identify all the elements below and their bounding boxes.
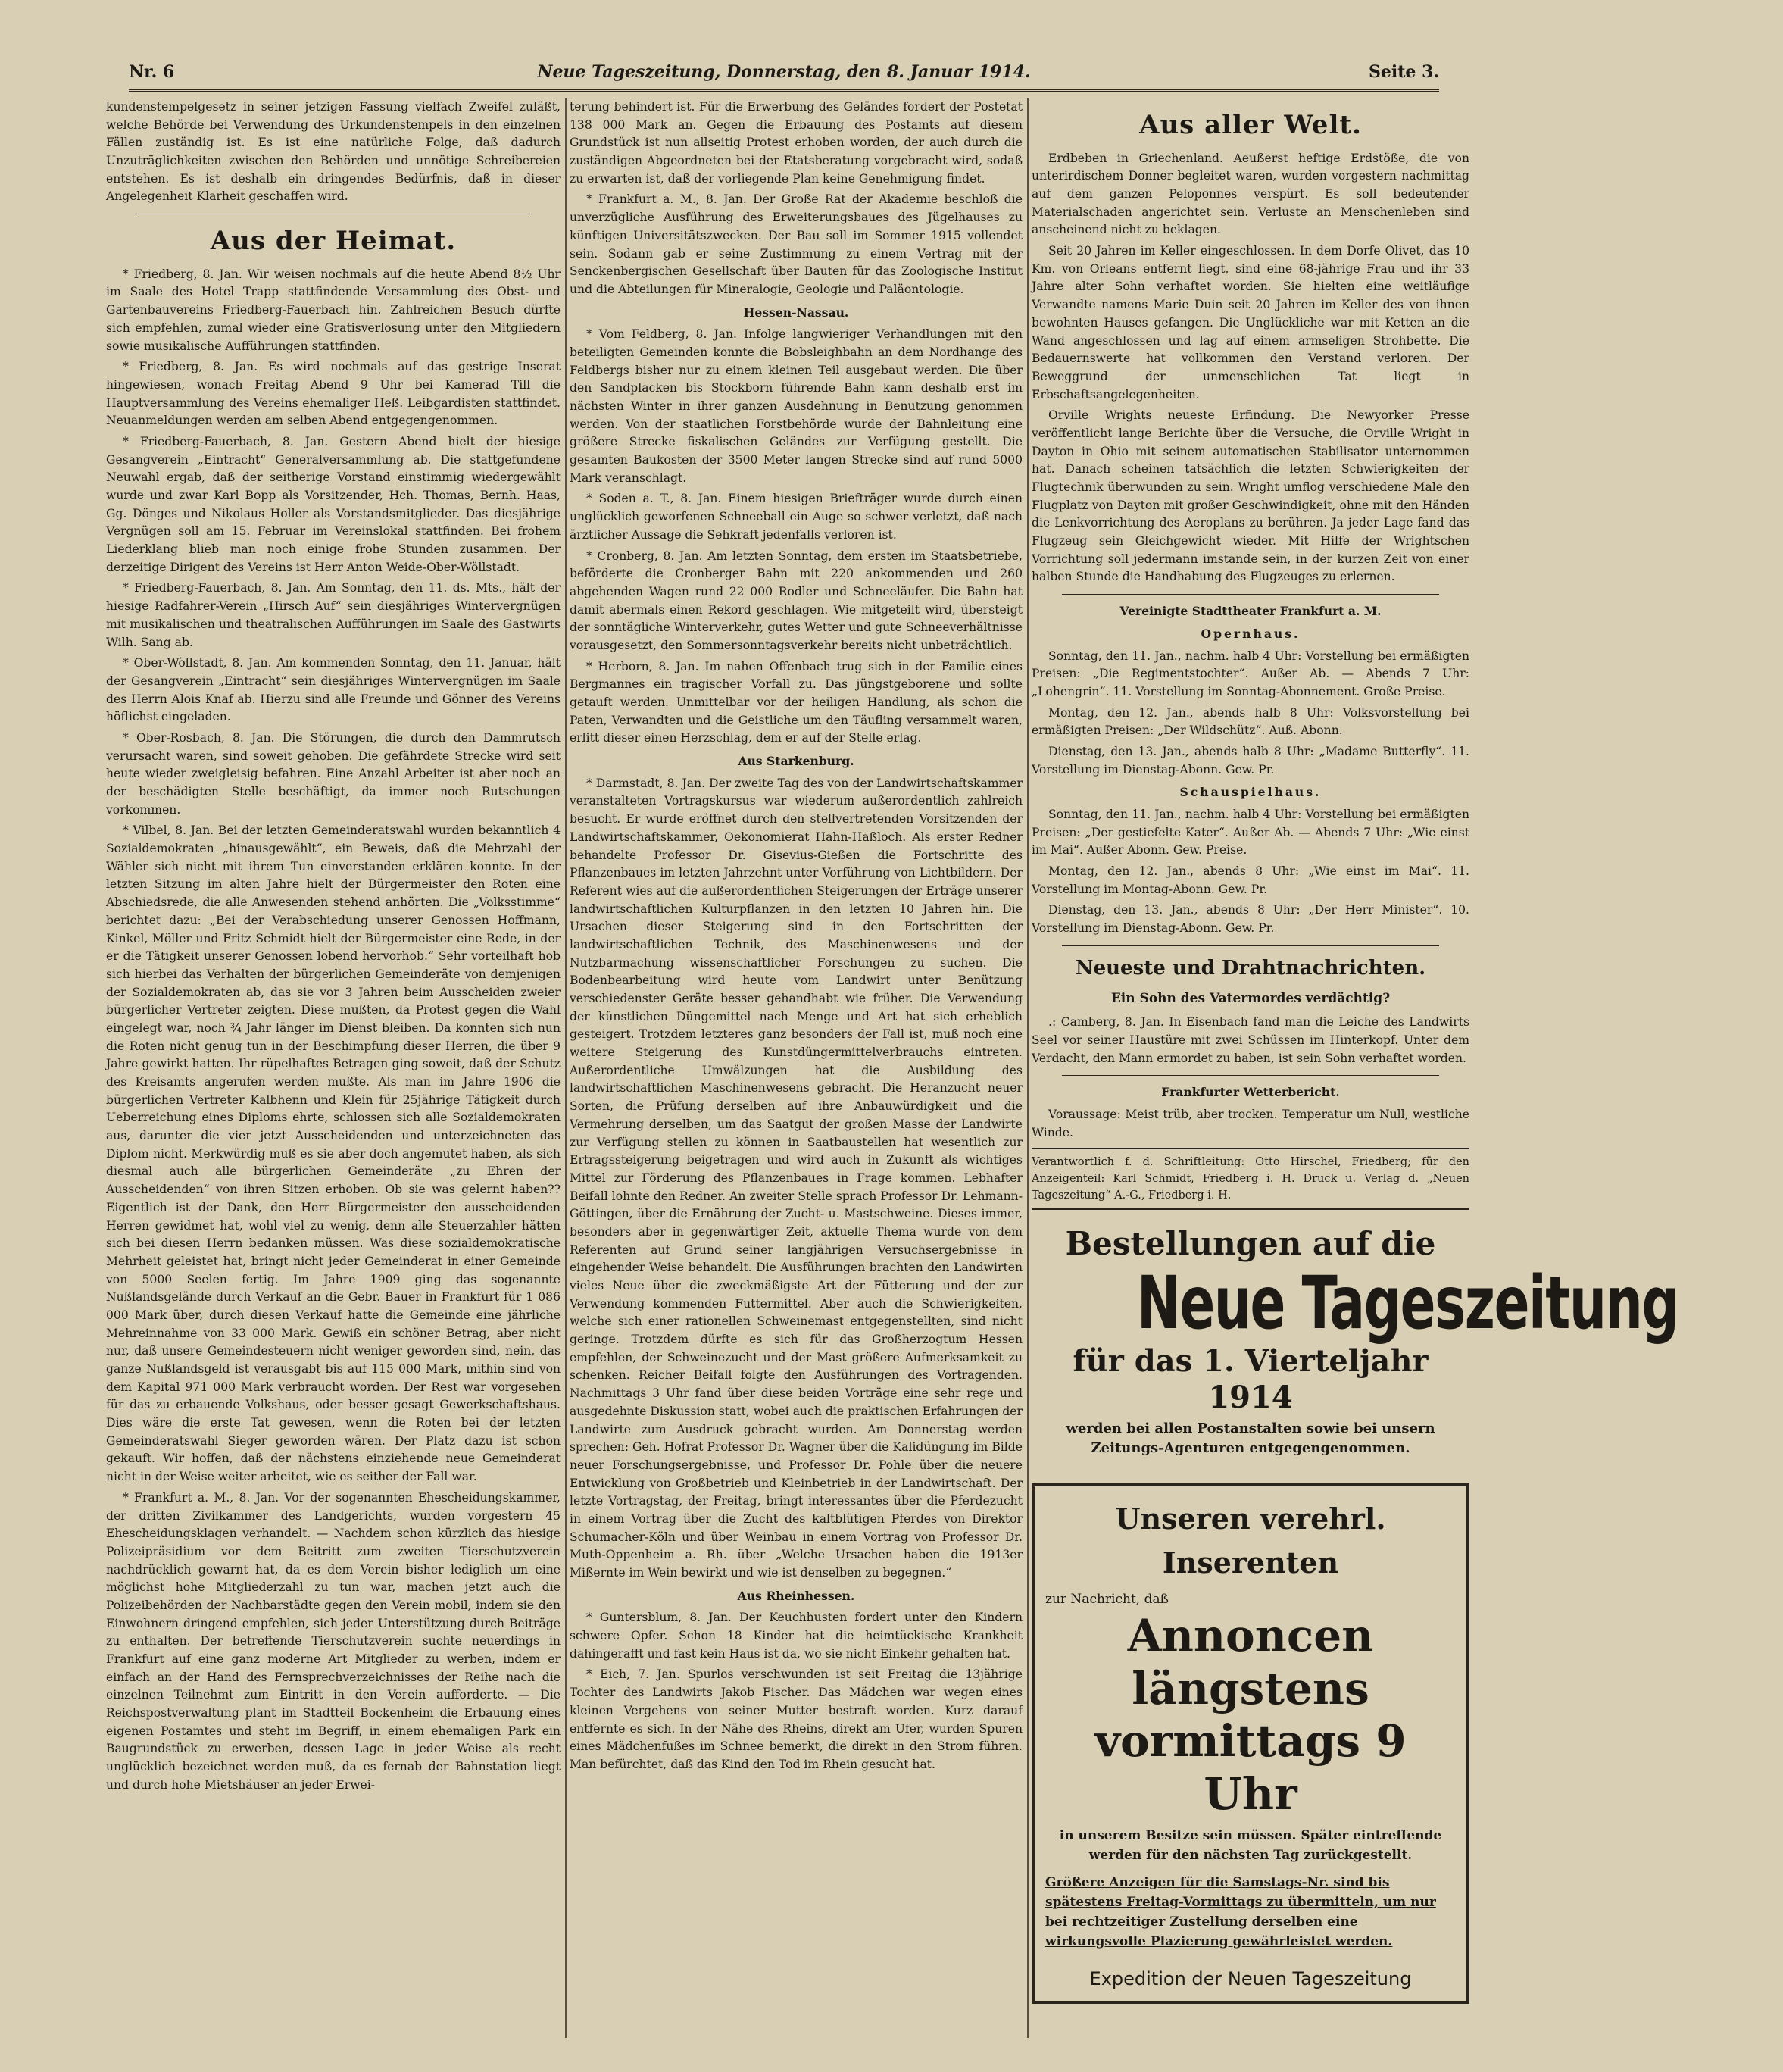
notice-emphasis: vormittags 9 Uhr — [1094, 1715, 1407, 1820]
section-heading-heimat: Aus der Heimat. — [210, 226, 457, 257]
news-heading: Neueste und Drahtnachrichten. — [1075, 956, 1426, 980]
notice-title: Unseren verehrl. Inserenten — [1115, 1501, 1386, 1580]
section-heading-welt: Aus aller Welt. — [1139, 110, 1362, 140]
news-item: * Eich, 7. Jan. Spurlos verschwunden ist seit Freitag die 13jährige Tochter des Landwirts Jakob Fischer. Das Mädchen war wegen eines kleinen Vergehens von seiner Mutter bestraft worden. Kurz darauf entfernte es sich. In der Nähe des Rheins, direkt am Ufer, wurden Spuren eines Mädchenfußes im Schnee bemerkt, die direkt in den Strom führen. Man befürchtet, daß das Kind den Tod im Rhein gesucht hat. — [570, 1667, 1023, 1771]
section-heading-rheinhessen: Aus Rheinhessen. — [737, 1588, 855, 1603]
imprint: Verantwortlich f. d. Schriftleitung: Otto Hirschel, Friedberg; für den Anzeigenteil: Karl Schmidt, Friedberg i. H. Druck u. Verlag d. „Neuen Tageszeitung“ A.-G., Friedberg i. H. — [1032, 1148, 1469, 1210]
news-item: * Frankfurt a. M., 8. Jan. Vor der sogenannten Ehescheidungskammer, der dritten Zivilkammer des Landgerichts, wurden vorgestern 45 Ehescheidungsklagen verhandelt. — Nachdem schon kürzlich das hiesige Polizeipräsidium vor dem Beitritt zum zweiten Tierschutzverein nachdrücklich gewarnt hat, da es dem Verein bisher lediglich um eine möglichst hohe Mitgliederzahl zu tun war, machen jetzt auch die Polizeibehörden der Nachbarstädte gegen den Verein mobil, indem sie den Einwohnern dringend empfehlen, sich jeder Unterstützung durch Beiträge zu enthalten. Der betreffende Tierschutzverein suchte neuerdings in Frankfurt auf eine ganz moderne Art Mitglieder zu werben, indem er einfach an der Hand des Fernsprechverzeichnisses der Reihe nach die einzelnen Teilnehmt zum Eintritt in den Verein aufforderte. — Die Reichspostverwaltung plant im Stadtteil Bockenheim die Erbauung eines eigenen Postamtes und steht im Begriff, in einem ehemaligen Park ein Baugrundstück zu erwerben, dessen Lage in jeder Weise als recht unglücklich bezeichnet werden muß, da es fernab der Bahnstation liegt und durch hohe Mietshäuser an jeder Erwei- — [106, 1490, 561, 1792]
news-item: * Cronberg, 8. Jan. Am letzten Sonntag, dem ersten im Staatsbetriebe, beförderte die Cronberger Bahn mit 220 ankommenden und 260 abgehenden Wagen rund 22 000 Rodler und Schneeläufer. Die Bahn hat damit abermals einen Rekord geschlagen. Wie mitgeteilt wird, übersteigt der sonntägliche Winterverkehr, gutes Wetter und gute Schneeverhältnisse vorausgesetzt, den Sommersonntagsverkehr bereits nicht unbeträchtlich. — [570, 548, 1023, 652]
advertiser-notice-box — [1032, 1483, 1469, 2004]
section-divider — [1062, 594, 1439, 595]
weather-heading: Frankfurter Wetterbericht. — [1161, 1085, 1340, 1100]
article-continuation: terung behindert ist. Für die Erwerbung des Geländes fordert der Postetat 138 000 Mark an. Gegen die Erbauung des Postamts auf diesem Grundstück ist nun allseitig Protest erhoben worden, der auch durch die zuständigen Abgeordneten bei der Etatsberatung vorgebracht wird, sodaß zu erwarten ist, daß der vorliegende Plan keine Genehmigung findet. — [570, 100, 1023, 186]
news-item: * Frankfurt a. M., 8. Jan. Der Große Rat der Akademie beschloß die unverzügliche Ausführung des Erweiterungsbaues des Jügelhauses zu künftigen Universitätszwecken. Der Bau soll im Sommer 1915 vollendet sein. Sodann gab er seine Zustimmung zu einem Vertrag mit der Senckenbergischen Gesellschaft über Bauten für das Zoologische Institut und die Abteilungen für Mineralogie, Geologie und Paläontologie. — [570, 192, 1023, 296]
news-item: Erdbeben in Griechenland. Aeußerst heftige Erdstöße, die von unterirdischem Donner begleitet waren, wurden vorgestern nachmittag auf dem ganzen Peloponnes verspürt. Es soll bedeutender Materialschaden angerichtet sein. Verluste an Menschenleben sind anscheinend nicht zu beklagen. — [1032, 151, 1469, 237]
news-item: * Friedberg, 8. Jan. Es wird nochmals auf das gestrige Inserat hingewiesen, wonach Freitag Abend 9 Uhr bei Kamerad Till die Hauptversammlung des Vereins ehemaliger Heß. Leibgardisten stattfindet. Neuanmeldungen werden am selben Abend entgegengenommen. — [106, 360, 561, 428]
section-heading-hessen-nassau: Hessen-Nassau. — [743, 305, 849, 320]
theater-heading: Vereinigte Stadttheater Frankfurt a. M. — [1119, 604, 1382, 619]
column-1 — [106, 98, 561, 2038]
news-item: * Soden a. T., 8. Jan. Einem hiesigen Briefträger wurde durch einen unglücklich geworfenen Schneeball ein Auge so schwer verletzt, daß nach ärztlicher Aussage die Sehkraft jedenfalls verloren ist. — [570, 492, 1023, 542]
issue-number: Nr. 6 — [129, 62, 175, 82]
ad-line: werden bei allen Postanstalten sowie bei unsern Zeitungs-Agenturen entgegengenommen. — [1066, 1420, 1435, 1456]
column-3 — [1032, 98, 1678, 2038]
news-item: * Ober-Rosbach, 8. Jan. Die Störungen, die durch den Dammrutsch verursacht waren, sind soweit gehoben. Die gefährdete Strecke wird seit heute wieder zweigleisig befahren. Eine Anzahl Arbeiter ist aber noch an der beschädigten Stelle beschäftigt, da immer noch Rutschungen vorkommen. — [106, 730, 561, 817]
news-item: .: Camberg, 8. Jan. In Eisenbach fand man die Leiche des Landwirts Seel vor seiner Haustüre mit zwei Schüssen im Hinterkopf. Unter dem Verdacht, den Mann ermordet zu haben, ist sein Sohn verhaftet worden. — [1032, 1015, 1469, 1065]
weather-text: Voraussage: Meist trüb, aber trocken. Temperatur um Null, westliche Winde. — [1032, 1107, 1469, 1139]
notice-line: zur Nachricht, daß — [1045, 1592, 1169, 1608]
ad-title: Neue Tageszeitung — [1136, 1260, 1678, 1345]
article-continuation: kundenstempelgesetz in seiner jetzigen Fassung vielfach Zweifel zuläßt, welche Behörde bei Verwendung des Urkundenstempels in den einzelnen Fällen zuständig ist. Es ist eine natürliche Folge, daß dadurch Unzuträglichkeiten zwischen den Behörden und unnötige Schreibereien entstehen. Es ist deshalb ein dringendes Bedürfnis, daß in dieser Angelegenheit Klarheit geschaffen wird. — [106, 100, 561, 204]
news-item: * Darmstadt, 8. Jan. Der zweite Tag des von der Landwirtschaftskammer veranstalteten Vortragskursus war wiederum außerordentlich zahlreich besucht. Er wurde eröffnet durch den stellvertretenden Vorsitzenden der Landwirtschaftskammer, Oekonomierat Hahn-Haßloch. Als erster Redner behandelte Professor Dr. Gisevius-Gießen die Fortschritte des Pflanzenbaues im letzten Jahrzehnt unter Vorführung von Lichtbildern. Der Referent wies auf die außerordentlichen Steigerungen der Erträge unserer landwirtschaftlichen Kulturpflanzen in den letzten 10 Jahren hin. Die Ursachen dieser Steigerung sind in den Fortschritten der landwirtschaftlichen Technik, des Maschinenwesens und der Nutzbarmachung wissenschaftlicher Forschungen zu suchen. Die Bodenbearbeitung wird heute vom Landwirt unter Benützung verschiedenster Geräte besser gehandhabt wie früher. Die Verwendung der künstlichen Düngemittel nach Menge und Art hat sich erheblich gesteigert. Trotzdem letzteres ganz besonders der Fall ist, muß noch eine weitere Steigerung des Kunstdüngermittelverbrauchs eintreten. Außerordentliche Umwälzungen hat die Ausbildung des landwirtschaftlichen Maschinenwesens gebracht. Die Heranzucht neuer Sorten, die Prüfung derselben auf ihre Anbauwürdigkeit und die Vermehrung derselben, um das Saatgut der großen Masse der Landwirte zur Verfügung stellen zu können in Saatbaustellen hat wesentlich zur Ertragssteigerung beigetragen und wird auch in Zukunft als wichtiges Mittel zur Förderung des Pflanzenbaues in Frage kommen. Lebhafter Beifall lohnte den Redner. An zweiter Stelle sprach Professor Dr. Lehmann-Göttingen, über die Ernährung der Zucht- u. Mastschweine. Dieses immer, besonders aber in gegenwärtiger Zeit, aktuelle Thema wurde von dem Referenten auf Grund seiner langjährigen Versuchsergebnisse in eingehender Weise behandelt. Die Ausführungen brachten den Landwirten vieles Neue über die zweckmäßigste Art der Fütterung und der zur Verwendung kommenden Futtermittel. Aber auch die Schwierigkeiten, welche sich einer rationellen Schweinemast entgegenstellten, sind nicht geringe. Trotzdem dürfte es sich für das Großherzogtum Hessen empfehlen, der Schweinezucht und der Mast größere Aufmerksamkeit zu schenken. Reicher Beifall folgte den Ausführungen des Vortragenden. Nachmittags 3 Uhr fand über diese beiden Vorträge eine sehr rege und ausgedehnte Diskussion statt, wobei auch die praktischen Erfahrungen der Landwirte zum Ausdruck gebracht wurden. Am Donnerstag werden sprechen: Geh. Hofrat Professor Dr. Wagner über die Kalidüngung im Bilde neuer Forschungsergebnisse, und Professor Dr. Pohle über die neuere Entwicklung von Großbetrieb und Kleinbetrieb in der Landwirtschaft. Der letzte Vortragstag, der Freitag, bringt interessantes über die Pferdezucht in einem Vortrag über die Zucht des kaltblütigen Pferdes von Direktor Schumacher-Köln und über Weinbau in einem Vortrag von Professor Dr. Muth-Oppenheim a. Rh. über „Welche Ursachen haben die 1913er Mißernte im Wein bewirkt und wie ist denselben zu begegnen.“ — [570, 776, 1023, 1580]
theater-listing: Dienstag, den 13. Jan., abends halb 8 Uhr: „Madame Butterfly“. 11. Vorstellung im Dienstag-Abonn. Gew. Pr. — [1032, 744, 1469, 777]
news-subheading: Ein Sohn des Vatermordes verdächtig? — [1110, 991, 1391, 1007]
schauspielhaus-heading: Schauspielhaus. — [1179, 785, 1322, 800]
page-number: Seite 3. — [1368, 62, 1439, 82]
column-2 — [570, 98, 1023, 2038]
news-item: * Herborn, 8. Jan. Im nahen Offenbach trug sich in der Familie eines Bergmannes ein tragischer Vorfall zu. Das jüngstgeborene und sollte getauft werden. Unmittelbar vor der heiligen Handlung, als schon die Paten, Verwandten und die Geistliche um den Täufling versammelt waren, erlitt dieser einen Herzschlag, dem er auf der Stelle erlag. — [570, 659, 1023, 745]
section-heading-starkenburg: Aus Starkenburg. — [738, 754, 854, 769]
news-item: * Ober-Wöllstadt, 8. Jan. Am kommenden Sonntag, den 11. Januar, hält der Gesangverein „Eintracht“ sein diesjähriges Wintervergnügen im Saale des Herrn Alois Knaf ab. Hierzu sind alle Freunde und Gönner des Vereins höflichst eingeladen. — [106, 656, 561, 724]
notice-emphasis: Annoncen längstens — [1127, 1610, 1374, 1714]
subscription-ad — [1032, 1225, 1678, 1457]
theater-listing: Montag, den 12. Jan., abends halb 8 Uhr: Volksvorstellung bei ermäßigten Preisen: „Der Wildschütz“. Auß. Abonn. — [1032, 705, 1469, 738]
news-item: Orville Wrights neueste Erfindung. Die Newyorker Presse veröffentlicht lange Berichte über die Versuche, die Orville Wright in Dayton in Ohio mit seinem automatischen Stabilisator unternommen hat. Danach scheinen tatsächlich die letzten Schwierigkeiten der Flugtechnik überwunden zu sein. Wright umflog verschiedene Male den Flugplatz von Dayton mit großer Geschwindigkeit, ohne mit den Händen die Lenkvorrichtung des Aeroplans zu berühren. Ja jeder Lage fand das Flugzeug sein Gleichgewicht wieder. Mit Hilfe der Wrightschen Vorrichtung soll jedermann imstande sein, in der kurzen Zeit von einer halben Stunde die Handhabung des Flugzeuges zu erlernen. — [1032, 408, 1469, 584]
masthead-line: Neue Tageszeitung, Donnerstag, den 8. Januar 1914. — [537, 62, 1031, 82]
theater-listing: Sonntag, den 11. Jan., nachm. halb 4 Uhr: Vorstellung bei ermäßigten Preisen: „Der gestiefelte Kater“. Außer Ab. — Abends 7 Uhr: „Wie einst im Mai“. Außer Abonn. Gew. Preise. — [1032, 808, 1469, 858]
news-item: * Friedberg-Fauerbach, 8. Jan. Gestern Abend hielt der hiesige Gesangverein „Eintracht“ Generalversammlung ab. Die stattgefundene Neuwahl ergab, daß der seitherige Vorstand einstimmig wiedergewählt wurde und zwar Karl Bopp als Vorsitzender, Hch. Thomas, Bernh. Haas, Gg. Dönges und Nikolaus Holler als Vorstandsmitglieder. Das diesjährige Vergnügen soll am 15. Februar im Vereinslokal stattfinden. Bei frohem Liederklang blieb man noch einige frohe Stunden zusammen. Der derzeitige Dirigent des Vereins ist Herr Anton Weide-Ober-Wöllstadt. — [106, 434, 561, 574]
column-divider — [565, 98, 567, 2038]
notice-signature: Expedition der Neuen Tageszeitung — [1089, 1968, 1412, 1990]
ad-line: Bestellungen auf die — [1065, 1225, 1436, 1263]
news-item: Seit 20 Jahren im Keller eingeschlossen. In dem Dorfe Olivet, das 10 Km. von Orleans entfernt liegt, sind eine 68-jährige Frau und ihr 33 Jahre alter Sohn verhaftet worden. Sie hielten eine weitläufige Verwandte namens Marie Duin seit 20 Jahren im Keller des von ihnen bewohnten Hauses gefangen. Die Unglückliche war mit Ketten an die Wand angeschlossen und lag auf einem armseligen Strohbette. Die Bedauernswerte hat vollkommen den Verstand verloren. Der Beweggrund der unmenschlichen Tat liegt in Erbschaftsangelegenheiten. — [1032, 244, 1469, 402]
column-divider — [1027, 98, 1029, 2038]
notice-line: Größere Anzeigen für die Samstags-Nr. sind bis spätestens Freitag-Vormittags zu übermitteln, um nur bei rechtzeitiger Zustellung derselben eine wirkungsvolle Plazierung gewährleistet werden. — [1045, 1875, 1436, 1949]
news-item: * Friedberg, 8. Jan. Wir weisen nochmals auf die heute Abend 8½ Uhr im Saale des Hotel Trapp stattfindende Versammlung des Obst- und Gartenbauvereins Friedberg-Fauerbach hin. Zahlreichen Besuch dürfte sich empfehlen, zumal wieder eine Gratisverlosung unter den Mitgliedern sowie musikalische Aufführungen stattfinden. — [106, 267, 561, 353]
theater-listing: Dienstag, den 13. Jan., abends 8 Uhr: „Der Herr Minister“. 10. Vorstellung im Dienstag-Abonn. Gew. Pr. — [1032, 903, 1469, 936]
news-item: * Guntersblum, 8. Jan. Der Keuchhusten fordert unter den Kindern schwere Opfer. Schon 18 Kinder hat die heimtückische Krankheit dahingerafft und fast kein Haus ist da, wo sie nicht Einkehr gehalten hat. — [570, 1611, 1023, 1661]
news-item: * Vilbel, 8. Jan. Bei der letzten Gemeinderatswahl wurden bekanntlich 4 Sozialdemokraten „hinausgewählt“, ein Beweis, daß die Mehrzahl der Wähler sich nicht mit ihrem Tun einverstanden erklären konnte. In der letzten Sitzung im alten Jahre hielt der Bürgermeister den Roten eine Abschiedsrede, die alle Anwesenden stehend anhörten. Die „Volksstimme“ berichtet dazu: „Bei der Verabschiedung unserer Genossen Hoffmann, Kinkel, Möller und Fritz Schmidt hielt der Bürgermeister eine Rede, in der er die Tätigkeit unserer Genossen lobend hervorhob.“ Sehr vorteilhaft hob sich hierbei das Verhalten der bürgerlichen Gemeinderäte von demjenigen der Sozialdemokraten ab, das sie vor 3 Jahren beim Ausscheiden zweier bürgerlicher Vertreter zeigten. Diese mußten, da Protest gegen die Wahl eingelegt war, noch ¾ Jahr länger im Dienst bleiben. Da konnten sich nun die Roten nicht genug tun in der Beschimpfung dieser Herren, die über 9 Jahre gewirkt hatten. Ihr rüpelhaftes Betragen ging soweit, daß der Schutz des Kreisamts angerufen werden mußte. Als man im Jahre 1906 die bürgerlichen Vertreter Kalbhenn und Klein für 25jährige Tätigkeit durch Ueberreichung eines Diploms ehrte, schlossen sich alle Sozialdemokraten aus, darunter die vier jetzt Ausscheidenden und unterzeichneten das Diplom nicht. Merkwürdig muß es sie aber doch angemutet haben, als sich diesmal auch alle bürgerlichen Gemeinderäte „zu Ehren der Ausscheidenden“ von ihren Sitzen erhoben. Ob sie was gelernt haben?? Eigentlich ist der Dank, den Herr Bürgermeister den ausscheidenden Herren gewidmet hat, wohl viel zu wenig, denn alle Steuerzahler hätten sich bei diesen Herrn bedanken müssen. Was diese sozialdemokratische Mehrheit geleistet hat, bringt nicht jeder Gemeinderat in einer Gemeinde von 5000 Seelen fertig. Im Jahre 1909 ging das sogenannte Nußlandsgelände durch Verkauf an die Gebr. Bauer in Frankfurt für 1 086 000 Mark über, durch diesen Verkauf hatte die Gemeinde eine jährliche Mehreinnahme von 33 000 Mark. Gewiß ein schöner Betrag, aber nicht nur, daß unsere Gemeindesteuern nicht weniger geworden sind, nein, das ganze Nußlandsgeld ist verausgabt bis auf 115 000 Mark, mithin sind von dem Kapital 971 000 Mark verbraucht worden. Der Rest war vorgesehen für das zu erbauende Volkshaus, oder besser gesagt Gewerkschaftshaus. Dies wäre die erste Tat gewesen, wenn die Roten bei der letzten Gemeinderatswahl Sieger geworden wären. Der Platz dazu ist schon gekauft. Wir hoffen, daß der nächstens einziehende neue Gemeinderat nicht in der Weise weiter arbeitet, wie es seither der Fall war. — [106, 823, 561, 1484]
news-item: * Friedberg-Fauerbach, 8. Jan. Am Sonntag, den 11. ds. Mts., hält der hiesige Radfahrer-Verein „Hirsch Auf“ sein diesjähriges Wintervergnügen mit musikalischen und theatralischen Aufführungen im Saale des Gastwirts Wilh. Sang ab. — [106, 581, 561, 649]
ad-line: für das 1. Vierteljahr 1914 — [1073, 1343, 1429, 1416]
page-header — [129, 59, 1439, 92]
news-item: * Vom Feldberg, 8. Jan. Infolge langwieriger Verhandlungen mit den beteiligten Gemeinden konnte die Bobsleighbahn an dem Nordhange des Feldbergs bisher nur zu einem kleinen Teil ausgebaut werden. Die über den Sandplacken bis Stockborn führende Bahn kann deshalb erst im nächsten Winter in ihrer ganzen Ausdehnung in Benutzung genommen werden. Von der staatlichen Forstbehörde wurde der Bahnleitung eine größere Strecke fiskalischen Geländes zur Verfügung gestellt. Die gesamten Baukosten der 3500 Meter langen Strecke sind auf rund 5000 Mark veranschlagt. — [570, 327, 1023, 485]
section-divider — [1062, 1075, 1439, 1076]
opera-heading: Opernhaus. — [1201, 626, 1301, 641]
notice-line: in unserem Besitze sein müssen. Später eintreffende werden für den nächsten Tag zurückgestellt. — [1059, 1828, 1442, 1864]
theater-listing: Montag, den 12. Jan., abends 8 Uhr: „Wie einst im Mai“. 11. Vorstellung im Montag-Abonn. Gew. Pr. — [1032, 864, 1469, 896]
section-divider — [1062, 945, 1439, 946]
theater-listing: Sonntag, den 11. Jan., nachm. halb 4 Uhr: Vorstellung bei ermäßigten Preisen: „Die Regimentstochter“. Außer Ab. — Abends 7 Uhr: „Lohengrin“. 11. Vorstellung im Sonntag-Abonnement. Große Preise. — [1032, 648, 1469, 698]
